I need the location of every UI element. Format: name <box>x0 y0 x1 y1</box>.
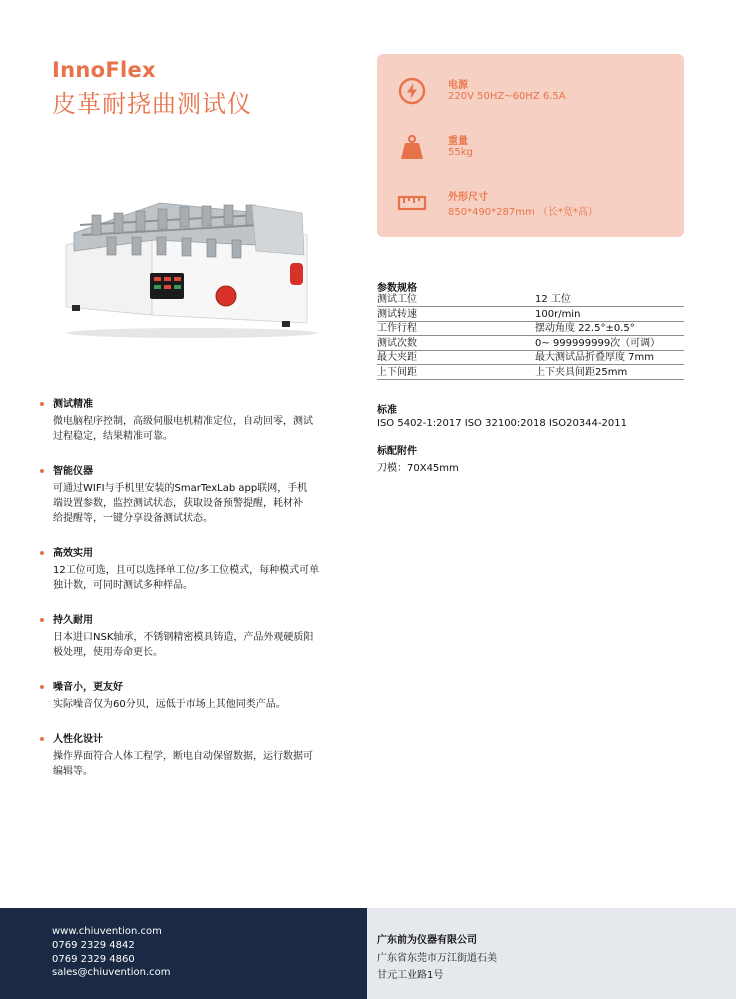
email-link[interactable]: sales@chiuvention.com <box>52 967 171 978</box>
phone-number: 0769 2329 4842 <box>52 940 135 951</box>
param-key: 测试转速 <box>377 307 535 322</box>
phone-number: 0769 2329 4860 <box>52 954 135 965</box>
feature-line: 微电脑程序控制，高级伺服电机精准定位，自动回零，测试 <box>53 416 313 427</box>
list-item <box>40 465 340 526</box>
feature-line: 可通过WIFI与手机里安装的SmarTexLab app联网，手机 <box>53 483 308 494</box>
spec-summary-card <box>377 54 684 237</box>
feature-line: 编辑等。 <box>53 766 93 777</box>
list-item <box>40 614 340 660</box>
bullet-dot-icon <box>40 402 44 406</box>
table-row <box>377 365 684 380</box>
feature-title: 智能仪器 <box>53 466 93 477</box>
bullet-dot-icon <box>40 737 44 741</box>
weight-icon <box>397 132 427 162</box>
spec-power <box>377 74 684 114</box>
feature-line: 独计数，可同时测试多种样品。 <box>53 580 193 591</box>
feature-line: 给提醒等，一键分享设备测试状态。 <box>53 513 213 524</box>
spec-weight <box>377 130 684 170</box>
feature-title: 噪音小，更友好 <box>53 682 123 693</box>
standards-title: 标准 <box>377 405 397 416</box>
param-value: 上下夹具间距25mm <box>535 365 684 380</box>
accessories-title: 标配附件 <box>377 446 417 457</box>
company-name: 广东前为仪器有限公司 <box>377 935 477 946</box>
params-title: 参数规格 <box>377 283 417 294</box>
feature-title: 持久耐用 <box>53 615 93 626</box>
feature-line: 极处理，使用寿命更长。 <box>53 647 163 658</box>
feature-list <box>40 398 340 800</box>
power-bolt-icon <box>397 76 427 106</box>
table-row <box>377 336 684 351</box>
param-key: 测试工位 <box>377 292 535 307</box>
feature-line: 过程稳定，结果精准可靠。 <box>53 431 173 442</box>
list-item <box>40 547 340 593</box>
bullet-dot-icon <box>40 685 44 689</box>
feature-line: 实际噪音仅为60分贝，远低于市场上其他同类产品。 <box>53 699 286 710</box>
feature-title: 高效实用 <box>53 548 93 559</box>
spec-dimensions <box>377 186 684 226</box>
params-table <box>377 292 684 380</box>
feature-line: 端设置参数，监控测试状态，获取设备预警提醒，耗材补 <box>53 498 303 509</box>
address-line: 甘元工业路1号 <box>377 970 444 981</box>
table-row <box>377 350 684 365</box>
accessories-text: 刀模：70X45mm <box>377 463 459 474</box>
feature-title: 人性化设计 <box>53 734 103 745</box>
param-key: 工作行程 <box>377 321 535 336</box>
address-line: 广东省东莞市万江街道石美 <box>377 953 497 964</box>
spec-power-value: 220V 50HZ~60HZ 6.5A <box>448 91 566 102</box>
spec-weight-label: 重量 <box>448 136 468 147</box>
param-value: 摆动角度 22.5°±0.5° <box>535 321 684 336</box>
spec-power-label: 电源 <box>448 80 468 91</box>
website-link[interactable]: www.chiuvention.com <box>52 926 162 937</box>
table-row <box>377 321 684 336</box>
bullet-dot-icon <box>40 551 44 555</box>
param-value: 最大测试品折叠厚度 7mm <box>535 350 684 365</box>
spec-dimensions-value: 850*490*287mm （长*宽*高） <box>448 207 598 218</box>
bullet-dot-icon <box>40 618 44 622</box>
list-item <box>40 681 340 712</box>
param-value: 12 工位 <box>535 292 684 307</box>
product-title: 皮革耐挠曲测试仪 <box>52 90 252 118</box>
param-key: 上下间距 <box>377 365 535 380</box>
list-item <box>40 733 340 779</box>
feature-title: 测试精准 <box>53 399 93 410</box>
feature-line: 日本进口NSK轴承，不锈钢精密模具铸造，产品外观硬质阳 <box>53 632 314 643</box>
param-value: 0~ 999999999次（可调） <box>535 336 684 351</box>
machine-illustration <box>52 185 322 340</box>
feature-line: 12工位可选，且可以选择单工位/多工位模式，每种模式可单 <box>53 565 320 576</box>
param-value: 100r/min <box>535 307 684 322</box>
list-item <box>40 398 340 444</box>
param-key: 测试次数 <box>377 336 535 351</box>
table-row <box>377 292 684 307</box>
table-row <box>377 307 684 322</box>
feature-line: 操作界面符合人体工程学，断电自动保留数据，运行数据可 <box>53 751 313 762</box>
standards-text: ISO 5402-1:2017 ISO 32100:2018 ISO20344-2011 <box>377 418 627 429</box>
spec-weight-value: 55kg <box>448 147 473 158</box>
brand-title: InnoFlex <box>52 58 156 82</box>
param-key: 最大夹距 <box>377 350 535 365</box>
spec-dimensions-label: 外形尺寸 <box>448 192 488 203</box>
bullet-dot-icon <box>40 469 44 473</box>
ruler-icon <box>397 188 427 218</box>
